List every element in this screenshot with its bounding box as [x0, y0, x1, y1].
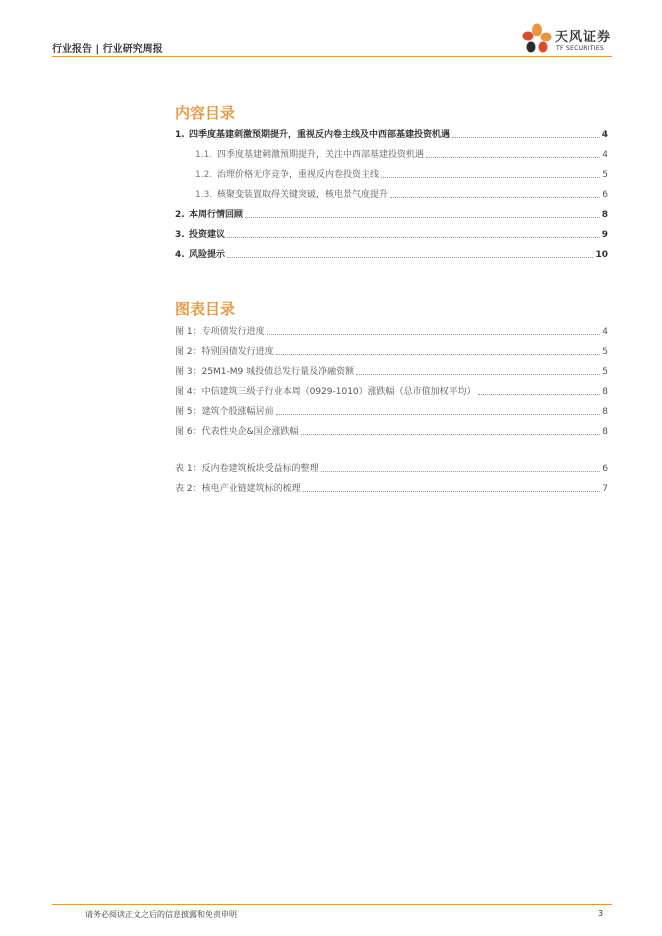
- toc-leader-dots: [227, 257, 593, 258]
- footer-disclaimer: 请务必阅读正文之后的信息披露和免责申明: [85, 910, 237, 919]
- toc-item[interactable]: [175, 207, 608, 221]
- figure-item-text: 图 2：特别国债发行进度: [175, 347, 274, 357]
- toc-leader-dots: [381, 177, 600, 178]
- company-logo: [520, 22, 620, 56]
- toc-leader-dots: [276, 354, 601, 355]
- contents-title: 内容目录: [175, 104, 236, 122]
- toc-item[interactable]: [175, 227, 608, 241]
- report-category: 行业报告 | 行业研究周报: [52, 44, 163, 55]
- toc-item-page: 9: [601, 230, 608, 240]
- header-divider: [52, 56, 612, 57]
- page-number: 3: [598, 909, 604, 918]
- toc-leader-dots: [301, 434, 601, 435]
- figure-item[interactable]: [175, 324, 608, 338]
- figure-item-text: 图 6：代表性央企&国企涨跌幅: [175, 427, 299, 437]
- toc-item[interactable]: [175, 247, 608, 261]
- toc-item-number: 1.2.: [195, 170, 213, 180]
- footer-divider: [52, 904, 612, 905]
- toc-leader-dots: [426, 157, 600, 158]
- toc-leader-dots: [267, 334, 601, 335]
- toc-item-page: 4: [601, 130, 608, 140]
- logo-english-name: TF SECURITIES: [556, 45, 605, 52]
- toc-item-page: 6: [602, 190, 608, 200]
- toc-item-text: 本周行情回顾: [189, 210, 244, 220]
- figures-title: 图表目录: [175, 300, 236, 318]
- toc-item[interactable]: [175, 127, 608, 141]
- figure-item-text: 图 3：25M1-M9 城投债总发行量及净融资额: [175, 367, 355, 377]
- toc-item-number: 1.: [175, 130, 185, 140]
- figure-item-text: 图 5：建筑个股涨幅居前: [175, 407, 274, 417]
- toc-item-text: 投资建议: [189, 230, 226, 240]
- toc-item-number: 1.3.: [195, 190, 213, 200]
- toc-item-page: 5: [602, 170, 608, 180]
- figure-item-page: 5: [602, 347, 608, 357]
- table-item[interactable]: [175, 461, 608, 475]
- toc-item-page: 8: [601, 210, 608, 220]
- figure-item-page: 5: [602, 367, 608, 377]
- table-item-text: 表 1：反内卷建筑板块受益标的整理: [175, 464, 319, 474]
- table-item-text: 表 2：核电产业链建筑标的梳理: [175, 484, 301, 494]
- toc-leader-dots: [227, 237, 600, 238]
- toc-item-page: 10: [595, 250, 608, 260]
- figure-item-text: 图 4：中信建筑三级子行业本周（0929-1010）涨跌幅（总市值加权平均）: [175, 387, 476, 397]
- figure-item-page: 8: [602, 387, 608, 397]
- toc-leader-dots: [276, 414, 601, 415]
- toc-subitem[interactable]: [175, 187, 608, 201]
- figure-item-page: 8: [602, 427, 608, 437]
- toc-item-text: 核聚变装置取得关键突破，核电景气度提升: [217, 190, 389, 200]
- toc-leader-dots: [356, 374, 600, 375]
- toc-item-number: 2.: [175, 210, 185, 220]
- flower-logo-icon: [520, 22, 554, 56]
- toc-leader-dots: [452, 137, 600, 138]
- toc-item-text: 四季度基建刺激预期提升，重视反内卷主线及中西部基建投资机遇: [189, 130, 451, 140]
- figure-item[interactable]: [175, 404, 608, 418]
- figure-item-page: 4: [602, 327, 608, 337]
- logo-chinese-name: 天风证券: [555, 30, 612, 45]
- toc-item-number: 4.: [175, 250, 185, 260]
- toc-item-number: 3.: [175, 230, 185, 240]
- toc-subitem[interactable]: [175, 167, 608, 181]
- toc-leader-dots: [245, 217, 600, 218]
- table-item-page: 6: [602, 464, 608, 474]
- toc-item-text: 风险提示: [189, 250, 226, 260]
- toc-item-number: 1.1.: [195, 150, 213, 160]
- toc-leader-dots: [321, 471, 601, 472]
- toc-subitem[interactable]: [175, 147, 608, 161]
- figure-item-text: 图 1：专项债发行进度: [175, 327, 265, 337]
- toc-leader-dots: [303, 491, 601, 492]
- figure-item[interactable]: [175, 344, 608, 358]
- table-item[interactable]: [175, 481, 608, 495]
- figure-item-page: 8: [602, 407, 608, 417]
- toc-item-text: 治理价格无序竞争，重视反内卷投资主线: [217, 170, 380, 180]
- figure-item[interactable]: [175, 424, 608, 438]
- table-item-page: 7: [602, 484, 608, 494]
- toc-item-page: 4: [602, 150, 608, 160]
- figure-item[interactable]: [175, 364, 608, 378]
- toc-leader-dots: [390, 197, 600, 198]
- toc-item-text: 四季度基建刺激预期提升，关注中西部基建投资机遇: [217, 150, 425, 160]
- toc-leader-dots: [478, 394, 601, 395]
- figure-item[interactable]: [175, 384, 608, 398]
